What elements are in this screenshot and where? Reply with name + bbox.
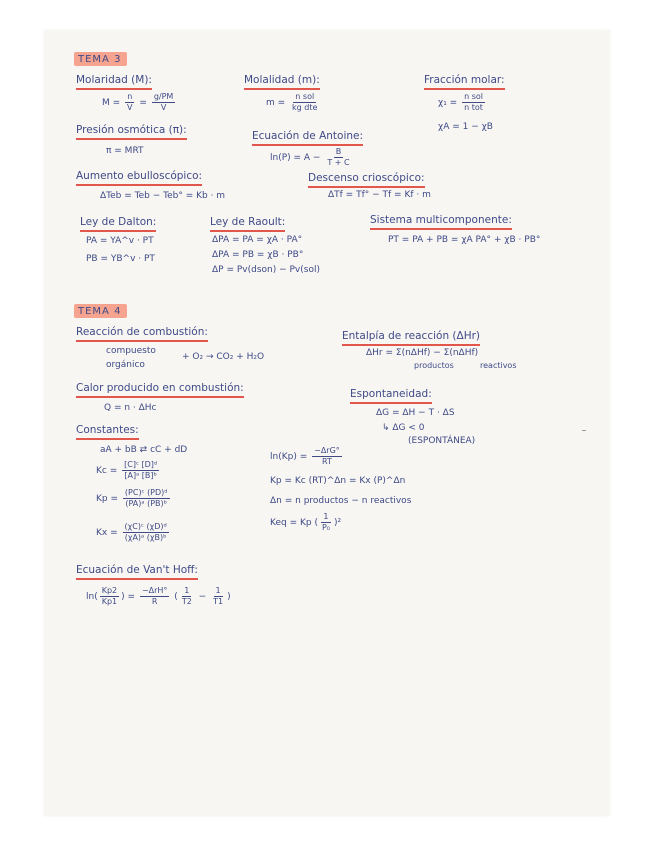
reaction-equation: aA + bB ⇄ cC + dD xyxy=(100,445,188,455)
presion-osmotica-heading: Presión osmótica (π): xyxy=(76,124,187,140)
fraccion-molar-formula xyxy=(438,92,487,113)
presion-osmotica-formula: π = MRT xyxy=(106,146,144,156)
kc-formula xyxy=(96,460,161,481)
fraccion-molar-line2: χA = 1 − χB xyxy=(438,122,493,132)
molaridad-f1-den: V xyxy=(127,103,133,112)
combustion-rhs: + O₂ → CO₂ + H₂O xyxy=(182,352,265,362)
fraccion-molar-heading: Fracción molar: xyxy=(424,74,505,90)
molaridad-f2-num: g/PM xyxy=(153,92,174,101)
margin-tick xyxy=(582,430,586,431)
molaridad-f2-den: V xyxy=(160,103,167,112)
kp-relation: Kp = Kc (RT)^Δn = Kx (P)^Δn xyxy=(270,476,406,486)
vant-hoff-heading: Ecuación de Van't Hoff: xyxy=(76,564,198,580)
molaridad-formula xyxy=(102,92,177,113)
vh-mid: ) = xyxy=(121,592,136,602)
entalpia-sub-reactivos: reactivos xyxy=(480,361,517,370)
crioscopico-formula: ΔTf = Tf° − Tf = Kf · m xyxy=(328,190,431,200)
antoine-num: B xyxy=(335,147,342,156)
molaridad-f1-num: n xyxy=(127,92,133,101)
calor-formula: Q = n · ΔHc xyxy=(104,403,157,413)
molalidad-den: kg dte xyxy=(292,103,318,112)
keq-rhs: )² xyxy=(333,518,342,528)
molalidad-lhs: m = xyxy=(266,98,286,108)
vh-t2-num: 1 xyxy=(215,586,221,595)
keq-den: P₀ xyxy=(321,523,330,532)
kx-den: (χA)ᵃ (χB)ᵇ xyxy=(124,533,167,542)
keq-num: 1 xyxy=(323,512,329,521)
entalpia-formula: ΔHr = Σ(nΔHf) − Σ(nΔHf) xyxy=(366,348,479,358)
tema3-label: TEMA 3 xyxy=(74,52,127,66)
vh-h-num: −ΔrH° xyxy=(141,586,168,595)
vh-t1-num: 1 xyxy=(184,586,190,595)
vh-h-den: R xyxy=(151,597,158,606)
vh-t2-den: T1 xyxy=(213,597,224,606)
raoult-line3: ΔP = Pv(dson) − Pv(sol) xyxy=(212,265,320,275)
antoine-heading: Ecuación de Antoine: xyxy=(252,130,363,146)
combustion-line2: orgánico xyxy=(106,360,145,370)
combustion-line1: compuesto xyxy=(106,346,156,356)
lnkp-lhs: ln(Kp) = xyxy=(270,452,308,462)
vh-par-open: ( xyxy=(174,592,178,602)
combustion-heading: Reacción de combustión: xyxy=(76,326,208,342)
raoult-line2: ΔPA = PB = χB · PB° xyxy=(212,250,304,260)
vh-t1-den: T2 xyxy=(181,597,192,606)
antoine-formula xyxy=(270,147,354,168)
lnkp-num: −ΔrG° xyxy=(314,446,340,455)
fraccion-molar-lhs: χ₁ = xyxy=(438,98,458,108)
vh-minus: − xyxy=(198,592,207,602)
kc-den: [A]ᵃ [B]ᵇ xyxy=(124,471,157,480)
antoine-lhs: ln(P) = A − xyxy=(270,153,321,163)
molaridad-eq: = xyxy=(139,98,147,108)
multicomponente-heading: Sistema multicomponente: xyxy=(370,214,512,230)
raoult-line1: ΔPA = PA = χA · PA° xyxy=(212,235,303,245)
vh-k-den: Kp1 xyxy=(101,597,118,606)
kp-lhs: Kp = xyxy=(96,494,119,504)
multicomponente-formula: PT = PA + PB = χA PA° + χB · PB° xyxy=(388,235,541,245)
espontaneidad-line2: ↳ ΔG < 0 xyxy=(382,423,425,433)
espontaneidad-line1: ΔG = ΔH − T · ΔS xyxy=(376,408,455,418)
kx-formula xyxy=(96,522,171,543)
kx-lhs: Kx = xyxy=(96,528,118,538)
calor-heading: Calor producido en combustión: xyxy=(76,382,244,398)
espontaneidad-line3: (ESPONTÁNEA) xyxy=(408,436,476,446)
keq-formula xyxy=(270,512,341,533)
constantes-heading: Constantes: xyxy=(76,424,139,440)
molalidad-heading: Molalidad (m): xyxy=(244,74,320,90)
lnkp-den: RT xyxy=(322,457,332,466)
kp-formula xyxy=(96,488,172,509)
fraccion-molar-den: n tot xyxy=(464,103,483,112)
vh-par-close: ) xyxy=(227,592,231,602)
vh-lhs: ln( xyxy=(86,592,98,602)
kc-lhs: Kc = xyxy=(96,466,118,476)
kc-num: [C]ᶜ [D]ᵈ xyxy=(124,460,158,469)
antoine-den: T + C xyxy=(327,158,350,167)
dalton-line1: PA = YA^v · PT xyxy=(86,236,154,246)
vant-hoff-formula xyxy=(86,586,231,607)
lnkp-formula xyxy=(270,446,344,467)
keq-lhs: Keq = Kp ( xyxy=(270,518,318,528)
vh-k-num: Kp2 xyxy=(101,586,118,595)
fraccion-molar-num: n sol xyxy=(464,92,483,101)
entalpia-sub-productos: productos xyxy=(414,361,454,370)
molaridad-lhs: M = xyxy=(102,98,121,108)
dalton-heading: Ley de Dalton: xyxy=(80,216,156,232)
kp-den: (PA)ᵃ (PB)ᵇ xyxy=(125,499,168,508)
espontaneidad-heading: Espontaneidad: xyxy=(350,388,432,404)
raoult-heading: Ley de Raoult: xyxy=(210,216,285,232)
tema4-label: TEMA 4 xyxy=(74,304,127,318)
entalpia-heading: Entalpía de reacción (ΔHr) xyxy=(342,330,480,346)
molalidad-formula xyxy=(266,92,321,113)
crioscopico-heading: Descenso crioscópico: xyxy=(308,172,425,188)
dalton-line2: PB = YB^v · PT xyxy=(86,254,155,264)
molalidad-num: n sol xyxy=(295,92,315,101)
kp-num: (PC)ᶜ (PD)ᵈ xyxy=(124,488,168,497)
ebulloscopico-formula: ΔTeb = Teb − Teb° = Kb · m xyxy=(100,191,226,201)
notebook-page xyxy=(44,30,610,816)
ebulloscopico-heading: Aumento ebulloscópico: xyxy=(76,170,202,186)
kx-num: (χC)ᶜ (χD)ᵈ xyxy=(124,522,167,531)
molaridad-heading: Molaridad (M): xyxy=(76,74,152,90)
delta-n: Δn = n productos − n reactivos xyxy=(270,496,412,506)
